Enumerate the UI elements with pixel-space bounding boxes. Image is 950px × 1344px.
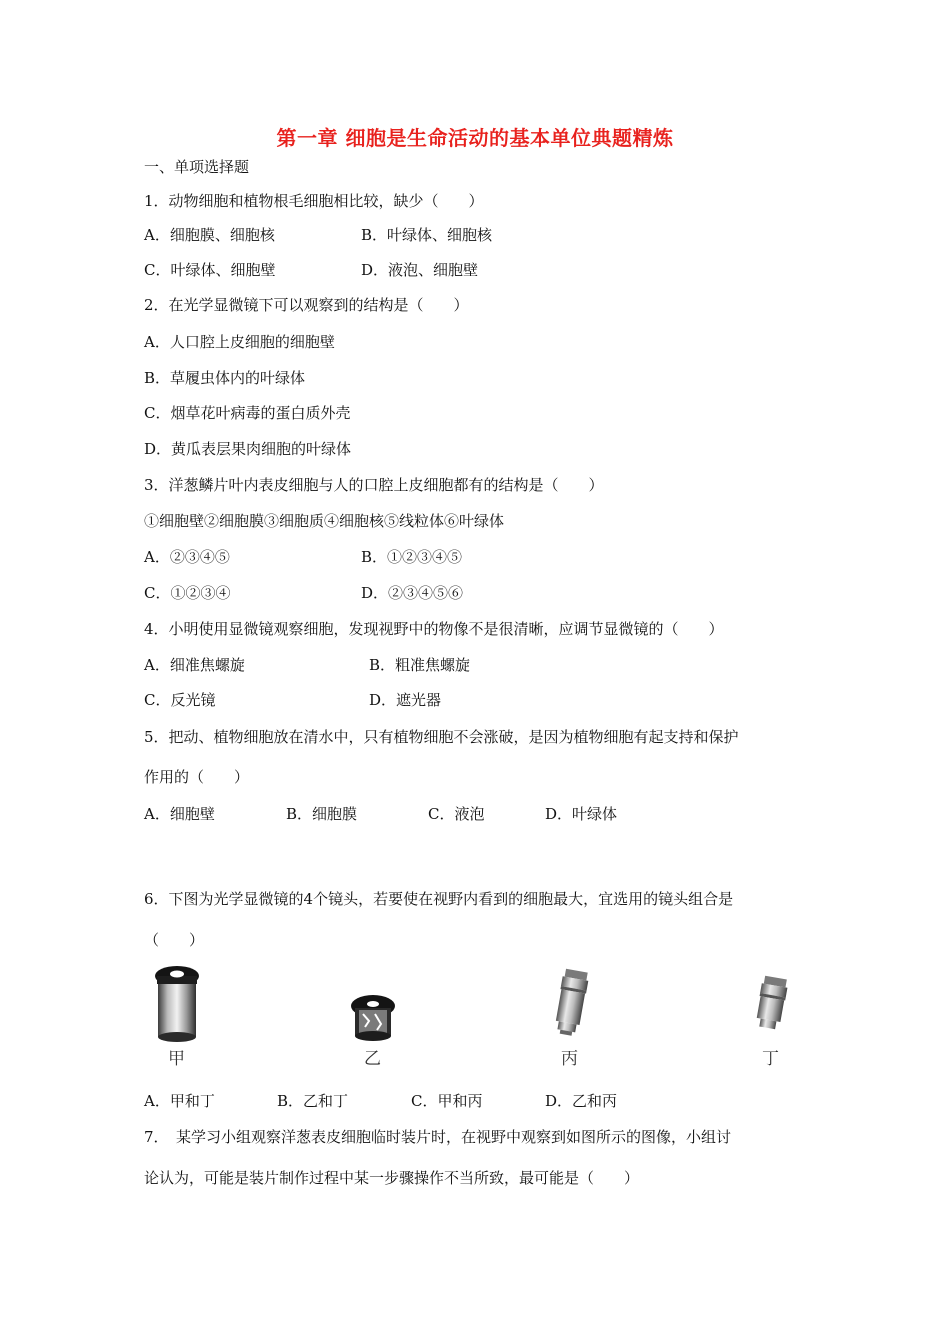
objective-short-icon bbox=[746, 975, 794, 1037]
q1-option-b: B．叶绿体、细胞核 bbox=[361, 226, 493, 244]
q3-option-c: C．①②③④ bbox=[144, 584, 231, 602]
q3-structure-list: ①细胞壁②细胞膜③细胞质④细胞核⑤线粒体⑥叶绿体 bbox=[144, 512, 505, 530]
q5-option-a: A．细胞壁 bbox=[144, 805, 215, 823]
q2-option-a: A．人口腔上皮细胞的细胞壁 bbox=[144, 333, 335, 351]
question-3-stem: 3．洋葱鳞片叶内表皮细胞与人的口腔上皮细胞都有的结构是（ ） bbox=[144, 476, 604, 494]
q1-option-d: D．液泡、细胞壁 bbox=[361, 261, 479, 279]
question-2-stem: 2．在光学显微镜下可以观察到的结构是（ ） bbox=[144, 296, 469, 314]
eyepiece-long-icon bbox=[152, 965, 202, 1043]
lens-label-ding: 丁 bbox=[762, 1049, 779, 1069]
eyepiece-short-icon bbox=[349, 994, 397, 1044]
q6-option-d: D．乙和丙 bbox=[545, 1092, 618, 1110]
lens-label-jia: 甲 bbox=[168, 1049, 185, 1069]
q5-option-b: B．细胞膜 bbox=[286, 805, 358, 823]
question-5-stem: 5．把动、植物细胞放在清水中，只有植物细胞不会涨破，是因为植物细胞有起支持和保护 bbox=[144, 728, 739, 746]
q6-option-b: B．乙和丁 bbox=[277, 1092, 349, 1110]
q4-option-b: B．粗准焦螺旋 bbox=[369, 656, 471, 674]
question-5-stem-cont: 作用的（ ） bbox=[144, 768, 250, 786]
question-7-stem-cont: 论认为，可能是装片制作过程中某一步骤操作不当所致，最可能是（ ） bbox=[144, 1169, 640, 1187]
objective-long-icon bbox=[546, 968, 594, 1040]
q4-option-c: C．反光镜 bbox=[144, 691, 216, 709]
q3-option-b: B．①②③④⑤ bbox=[361, 548, 463, 566]
page-title: 第一章 细胞是生命活动的基本单位典题精炼 bbox=[276, 126, 674, 150]
q6-option-c: C．甲和丙 bbox=[411, 1092, 483, 1110]
q5-option-c: C．液泡 bbox=[428, 805, 485, 823]
section-heading: 一、单项选择题 bbox=[144, 158, 250, 176]
q4-option-a: A．细准焦螺旋 bbox=[144, 656, 245, 674]
q1-option-a: A．细胞膜、细胞核 bbox=[144, 226, 275, 244]
q5-option-d: D．叶绿体 bbox=[545, 805, 618, 823]
q2-option-b: B．草履虫体内的叶绿体 bbox=[144, 369, 306, 387]
question-6-stem-cont: （ ） bbox=[144, 931, 205, 949]
question-6-stem: 6．下图为光学显微镜的4个镜头，若要使在视野内看到的细胞最大，宜选用的镜头组合是 bbox=[144, 890, 734, 908]
q2-option-d: D．黄瓜表层果肉细胞的叶绿体 bbox=[144, 440, 352, 458]
q3-option-a: A．②③④⑤ bbox=[144, 548, 230, 566]
q2-option-c: C．烟草花叶病毒的蛋白质外壳 bbox=[144, 404, 351, 422]
question-7-stem: 7． 某学习小组观察洋葱表皮细胞临时装片时，在视野中观察到如图所示的图像，小组讨 bbox=[144, 1128, 732, 1146]
q6-option-a: A．甲和丁 bbox=[144, 1092, 215, 1110]
question-4-stem: 4．小明使用显微镜观察细胞，发现视野中的物像不是很清晰，应调节显微镜的（ ） bbox=[144, 620, 724, 638]
question-1-stem: 1．动物细胞和植物根毛细胞相比较，缺少（ ） bbox=[144, 192, 484, 210]
q1-option-c: C．叶绿体、细胞壁 bbox=[144, 261, 276, 279]
q3-option-d: D．②③④⑤⑥ bbox=[361, 584, 464, 602]
lens-label-bing: 丙 bbox=[561, 1049, 578, 1069]
lens-label-yi: 乙 bbox=[364, 1049, 381, 1069]
q4-option-d: D．遮光器 bbox=[369, 691, 442, 709]
